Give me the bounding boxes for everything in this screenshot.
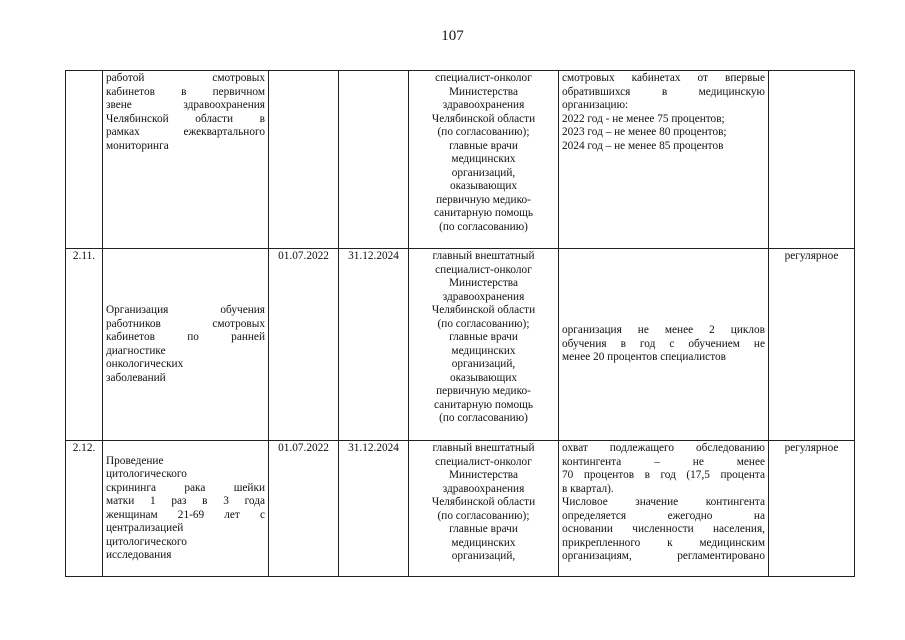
responsible-line: главные врачи [449,139,518,152]
indicator-line: в квартал). [562,482,614,495]
indicator-line: организация не менее 2 циклов [562,324,765,337]
activity-name-line: женщинам 21-69 лет с [106,508,265,521]
activity-name-line: заболеваний [106,371,166,384]
end-date-cell: 31.12.2024 [339,441,409,577]
activity-name-cell [103,441,269,577]
responsible-line: Министерства [449,277,518,289]
activity-name-line: звене здравоохранения [106,99,265,111]
row-number-cell: 2.12. [66,441,103,577]
activity-name-cell [103,249,269,441]
activity-name-line: исследования [106,549,172,561]
responsible-line: Челябинской области [431,304,536,316]
end-date-cell: 31.12.2024 [339,249,409,441]
responsible-line: первичную медико- [436,385,531,397]
responsible-line: специалист-онколог [435,263,532,276]
responsible-cell [409,71,559,249]
start-date-cell: 01.07.2022 [269,441,339,577]
responsible-line: оказывающих [449,371,518,384]
row-number-cell: 2.11. [66,249,103,441]
indicator-line: обучения в год с обучением не [562,337,765,350]
table-row [66,249,855,441]
activity-name-line: мониторинга [106,139,169,152]
responsible-line: медицинских [451,153,516,165]
indicator-line: менее 20 процентов специалистов [562,351,726,364]
activity-type-cell [769,71,855,249]
indicator-cell [559,441,769,577]
responsible-line: Челябинской области [431,112,536,125]
indicator-line: 2022 год - не менее 75 процентов; [562,112,725,125]
activity-name-line: работой смотровых [106,72,265,84]
responsible-line: главный внештатный [432,442,535,454]
responsible-line: медицинских [451,344,516,357]
responsible-cell [409,249,559,441]
activity-name-line: рамках ежеквартального [106,126,265,138]
responsible-line: (по согласованию) [439,412,528,424]
activity-name-line: централизацией [106,522,184,534]
responsible-line: санитарную помощь [433,207,534,219]
row-number-cell [66,71,103,249]
responsible-line: первичную медико- [436,193,531,206]
responsible-line: (по согласованию); [437,509,530,522]
responsible-line: (по согласованию) [439,220,528,233]
activity-name-line: работников смотровых [106,317,265,330]
activity-name-line: Челябинской области в [106,112,265,125]
responsible-line: Челябинской области [431,496,536,508]
responsible-line: (по согласованию); [437,317,530,330]
indicator-line: контингента – не менее [562,455,765,468]
activity-name-line: Проведение [106,454,164,467]
activity-type-cell: регулярное [769,441,855,577]
responsible-line: (по согласованию); [437,126,530,138]
responsible-line: главные врачи [449,331,518,343]
table-row [66,71,855,249]
responsible-line: Министерства [449,85,518,98]
responsible-line: специалист-онколог [435,72,532,84]
activity-name-line: онкологических [106,358,184,370]
activity-name-cell [103,71,269,249]
end-date-cell [339,71,409,249]
responsible-line: организаций, [451,358,516,370]
indicator-line: определяется ежегодно на [562,509,765,522]
responsible-line: главный внештатный [432,250,535,262]
responsible-line: здравоохранения [442,99,525,111]
page-number: 107 [441,28,464,44]
activity-name-line: цитологического [106,468,187,480]
indicator-line: организацию: [562,99,629,111]
start-date-cell [269,71,339,249]
responsible-line: медицинских [451,536,516,549]
indicator-line: 2024 год – не менее 85 процентов [562,139,724,152]
responsible-cell [409,441,559,577]
start-date-cell: 01.07.2022 [269,249,339,441]
activity-name-line: диагностике [106,344,166,357]
responsible-line: специалист-онколог [435,455,532,468]
responsible-line: Министерства [449,469,518,481]
activity-plan-table [65,70,855,577]
indicator-line: Числовое значение контингента [562,496,765,508]
indicator-cell [559,71,769,249]
activity-name-line: цитологического [106,535,187,548]
indicator-line: организациям, регламентировано [562,550,765,562]
responsible-line: главные врачи [449,523,518,535]
responsible-line: организаций, [451,166,516,179]
activity-type-cell: регулярное [769,249,855,441]
activity-name-line: скрининга рака шейки [106,481,265,494]
responsible-line: санитарную помощь [433,398,534,411]
indicator-line: охват подлежащего обследованию [562,442,765,454]
activity-name-line: кабинетов в первичном [106,85,265,98]
responsible-line: организаций, [451,550,516,562]
activity-name-line: Организация обучения [106,304,265,316]
responsible-line: здравоохранения [442,482,525,495]
activity-name-line: кабинетов по ранней [106,331,265,343]
indicator-line: смотровых кабинетах от впервые [562,72,765,84]
responsible-line: оказывающих [449,180,518,192]
indicator-line: прикрепленного к медицинским [562,536,765,549]
activity-name-line: матки 1 раз в 3 года [106,495,265,507]
indicator-line: 70 процентов в год (17,5 процента [562,469,765,481]
indicator-line: обратившихся в медицинскую [562,85,765,98]
table-row [66,441,855,577]
indicator-line: 2023 год – не менее 80 процентов; [562,126,727,138]
responsible-line: здравоохранения [442,290,525,303]
indicator-cell [559,249,769,441]
indicator-line: основании численности населения, [562,523,765,535]
